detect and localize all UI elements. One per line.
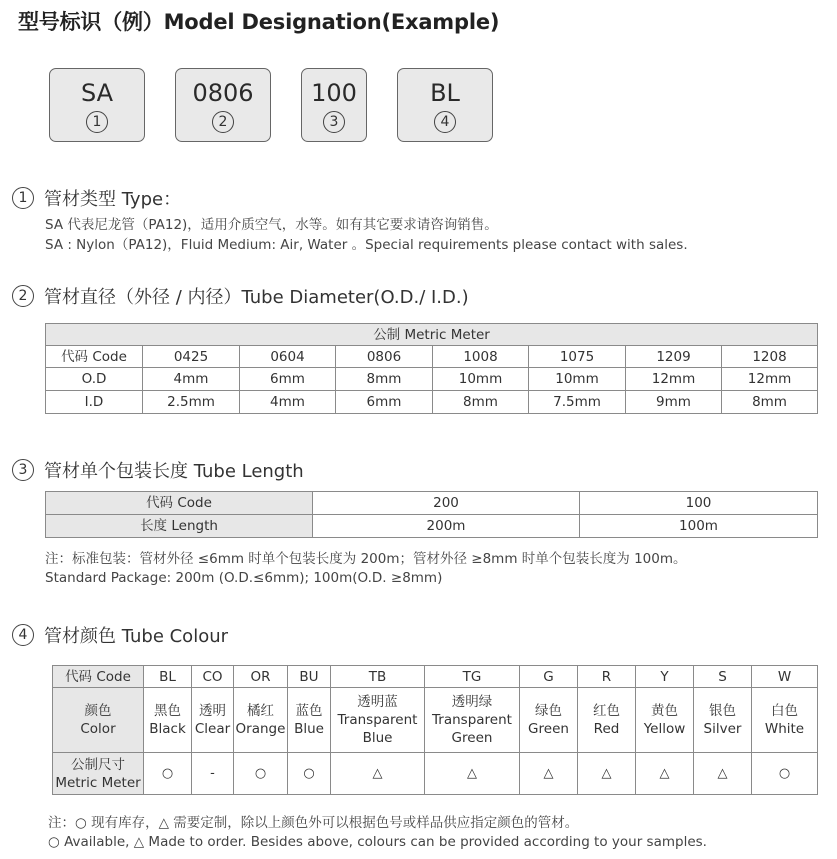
cell-text: 公制尺寸 (71, 756, 125, 773)
table-cell: G (520, 666, 578, 688)
table-cell: 4mm (143, 368, 240, 391)
table-cell: S (694, 666, 752, 688)
code-box-diameter (175, 68, 271, 142)
diameter-table (45, 323, 818, 414)
table-row (46, 492, 818, 515)
table-cell (694, 688, 752, 753)
cell-text: 橘红 (247, 703, 274, 719)
table-cell: 代码 Code (46, 492, 313, 515)
table-row (46, 515, 818, 538)
length-note-cn: 注：标准包装：管材外径 ≤6mm 时单个包装长度为 200m；管材外径 ≥8mm 时单个包装长度为 100m。 (45, 551, 687, 567)
cell-text: 透明蓝 (357, 694, 398, 710)
circled-number: 4 (434, 111, 456, 133)
table-cell: 2.5mm (143, 391, 240, 414)
type-description-en: SA : Nylon（PA12)，Fluid Medium: Air, Water 。Special requirements please contact with sales. (45, 237, 688, 253)
table-cell: 9mm (626, 391, 722, 414)
availability-symbol: ○ (288, 753, 331, 795)
cell-text: Clear (194, 721, 231, 737)
table-cell (425, 688, 520, 753)
circled-number: 3 (12, 459, 34, 481)
table-cell: 200m (313, 515, 580, 538)
table-cell (53, 753, 144, 795)
availability-symbol: ○ (234, 753, 288, 795)
circled-number: 1 (12, 187, 34, 209)
table-cell: 0425 (143, 346, 240, 368)
cell-text: Metric Meter (55, 774, 141, 791)
table-cell: O.D (46, 368, 143, 391)
table-cell: 1209 (626, 346, 722, 368)
table-cell: TG (425, 666, 520, 688)
table-cell: 100 (580, 492, 818, 515)
cell-text: 白色 (771, 703, 798, 719)
cell-text: Color (80, 721, 116, 737)
table-cell: 代码 Code (46, 346, 143, 368)
table-cell: 长度 Length (46, 515, 313, 538)
cell-text: Black (149, 721, 186, 737)
table-cell: BL (144, 666, 192, 688)
type-description-cn: SA 代表尼龙管（PA12)，适用介质空气，水等。如有其它要求请咨询销售。 (45, 217, 498, 233)
cell-text: Transparent (337, 712, 418, 728)
cell-text: Blue (294, 721, 324, 737)
availability-symbol: △ (520, 753, 578, 795)
table-cell: 8mm (336, 368, 433, 391)
table-cell: 200 (313, 492, 580, 515)
length-table (45, 491, 818, 538)
table-row (46, 391, 818, 414)
page-title: 型号标识（例）Model Designation(Example) (18, 10, 500, 34)
length-note-en: Standard Package: 200m (O.D.≤6mm); 100m(O.D. ≥8mm) (45, 570, 443, 586)
cell-text: 红色 (593, 703, 620, 719)
table-cell: CO (192, 666, 234, 688)
cell-text: 透明 (199, 703, 226, 719)
availability-symbol: △ (636, 753, 694, 795)
code-value: SA (80, 79, 114, 107)
cell-text: Transparent (432, 712, 512, 728)
availability-symbol: △ (331, 753, 425, 795)
circled-number: 3 (323, 111, 345, 133)
table-row (46, 346, 818, 368)
cell-text: Silver (703, 721, 742, 737)
cell-text: 黑色 (154, 703, 181, 719)
cell-text: Red (593, 721, 620, 737)
table-row (53, 666, 818, 688)
table-cell: 6mm (240, 368, 336, 391)
cell-text: 透明绿 (451, 694, 493, 710)
table-cell: 12mm (626, 368, 722, 391)
table-cell: 6mm (336, 391, 433, 414)
table-cell: 10mm (433, 368, 529, 391)
colour-table (52, 665, 818, 795)
circled-number: 4 (12, 624, 34, 646)
table-row (53, 753, 818, 795)
cell-text: Green (528, 721, 569, 737)
table-cell: I.D (46, 391, 143, 414)
table-cell: 1008 (433, 346, 529, 368)
table-cell: OR (234, 666, 288, 688)
table-cell: 12mm (722, 368, 818, 391)
colour-note-en: ○ Available, △ Made to order. Besides above, colours can be provided according to your samples. (48, 834, 707, 850)
table-cell: 100m (580, 515, 818, 538)
section-title: 管材直径（外径 / 内径）Tube Diameter(O.D./ I.D.) (44, 287, 469, 308)
table-cell: 1208 (722, 346, 818, 368)
table-cell (234, 688, 288, 753)
cell-text: White (764, 721, 805, 737)
code-box-type (49, 68, 145, 142)
table-cell: 8mm (433, 391, 529, 414)
table-cell (331, 688, 425, 753)
table-cell: 10mm (529, 368, 626, 391)
table-cell (192, 688, 234, 753)
code-value: 100 (311, 79, 357, 107)
table-cell: R (578, 666, 636, 688)
cell-text: 黄色 (651, 703, 678, 719)
table-cell: BU (288, 666, 331, 688)
cell-text: 蓝色 (295, 703, 323, 719)
availability-symbol: △ (578, 753, 636, 795)
table-row (46, 368, 818, 391)
table-cell (53, 688, 144, 753)
section-title: 管材单个包装长度 Tube Length (44, 461, 304, 482)
table-cell (578, 688, 636, 753)
table-cell (636, 688, 694, 753)
table-cell: 8mm (722, 391, 818, 414)
table-cell (288, 688, 331, 753)
circled-number: 2 (12, 285, 34, 307)
table-cell: TB (331, 666, 425, 688)
availability-symbol: ○ (144, 753, 192, 795)
table-cell (144, 688, 192, 753)
colour-note-cn: 注：○ 现有库存，△ 需要定制，除以上颜色外可以根据色号或样品供应指定颜色的管材。 (48, 815, 579, 831)
code-box-length (301, 68, 367, 142)
diameter-table-header: 公制 Metric Meter (46, 324, 818, 346)
table-cell: 1075 (529, 346, 626, 368)
section-diameter-heading (12, 283, 469, 309)
table-cell (752, 688, 818, 753)
section-type-heading (12, 185, 181, 211)
section-title: 管材类型 Type： (44, 189, 182, 210)
circled-number: 2 (212, 111, 234, 133)
availability-symbol: △ (425, 753, 520, 795)
cell-text: Orange (235, 721, 286, 737)
cell-text: Blue (362, 730, 393, 746)
section-colour-heading (12, 622, 228, 648)
table-cell (520, 688, 578, 753)
cell-text: 绿色 (535, 703, 562, 719)
section-length-heading (12, 457, 304, 483)
table-cell: 0604 (240, 346, 336, 368)
cell-text: 颜色 (84, 703, 112, 719)
availability-symbol: - (192, 753, 234, 795)
section-title: 管材颜色 Tube Colour (44, 626, 229, 647)
table-row (53, 688, 818, 753)
table-cell: Y (636, 666, 694, 688)
code-box-colour (397, 68, 493, 142)
table-cell: 0806 (336, 346, 433, 368)
availability-symbol: ○ (752, 753, 818, 795)
table-cell: W (752, 666, 818, 688)
cell-text: Green (451, 730, 493, 746)
availability-symbol: △ (694, 753, 752, 795)
table-cell: 代码 Code (53, 666, 144, 688)
cell-text: 银色 (709, 703, 736, 719)
cell-text: Yellow (643, 721, 686, 737)
table-cell: 7.5mm (529, 391, 626, 414)
table-cell: 4mm (240, 391, 336, 414)
code-value: BL (430, 79, 460, 107)
circled-number: 1 (86, 111, 108, 133)
code-value: 0806 (192, 79, 254, 107)
